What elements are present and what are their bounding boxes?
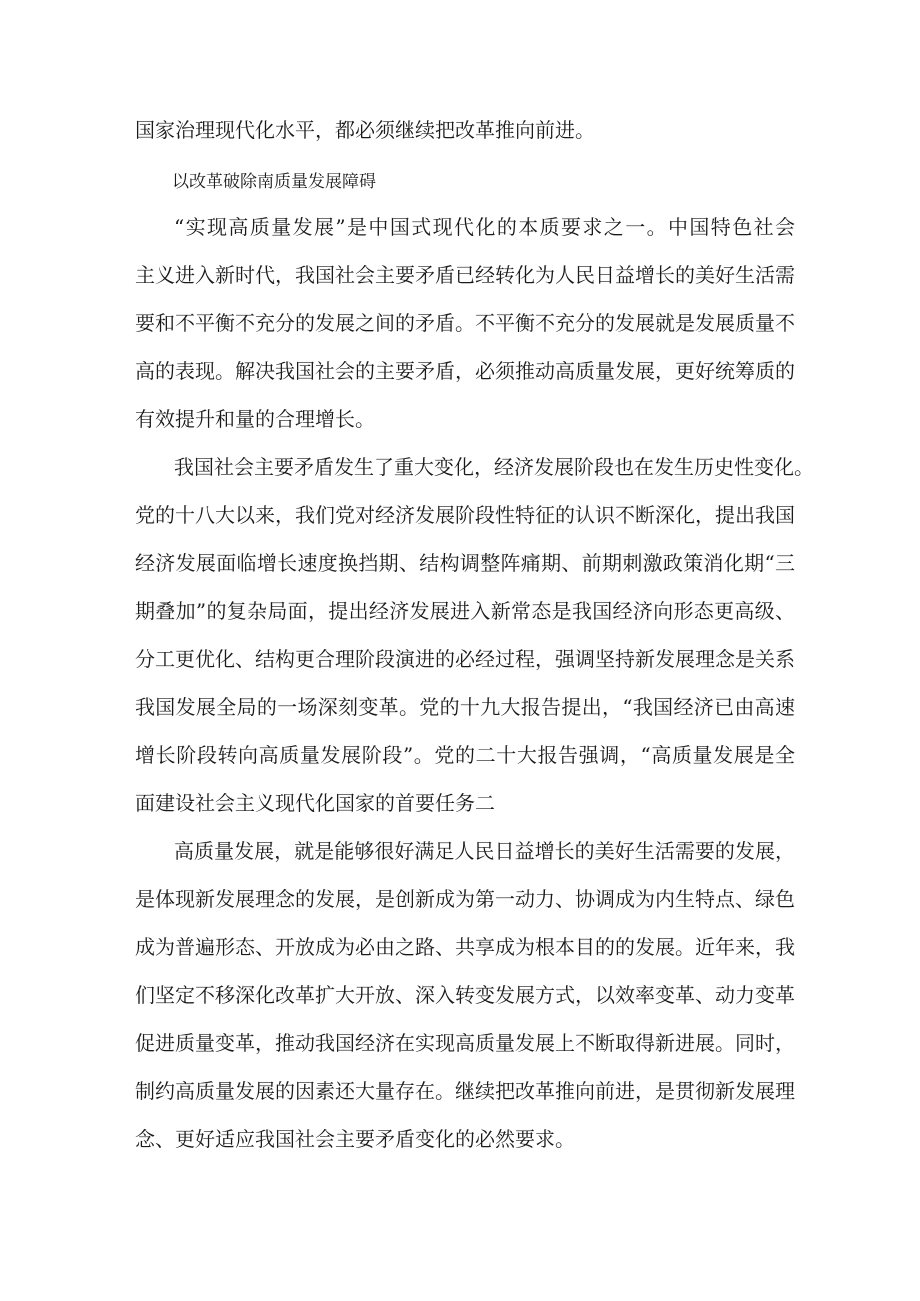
paragraph-line: 高质量发展，就是能够很好满足人民日益增长的美好生活需要的发展， (174, 839, 795, 863)
paragraph-line: 促进质量变革，推动我国经济在实现高质量发展上不断取得新进展。同时， (135, 1031, 795, 1055)
paragraph-line: 分工更优化、结构更合理阶段演进的必经过程，强调坚持新发展理念是关系 (135, 647, 795, 671)
paragraph-line: 期叠加”的复杂局面，提出经济发展进入新常态是我国经济向形态更高级、 (135, 599, 795, 623)
paragraph-line: 念、更好适应我国社会主要矛盾变化的必然要求。 (135, 1127, 575, 1151)
paragraph-line: 是体现新发展理念的发展，是创新成为第一动力、协调成为内生特点、绿色 (135, 887, 795, 911)
paragraph-line: 成为普遍形态、开放成为必由之路、共享成为根本目的的发展。近年来，我 (135, 935, 795, 959)
paragraph-line: 制约高质量发展的因素还大量存在。继续把改革推向前进，是贯彻新发展理 (135, 1079, 795, 1103)
paragraph-line: 高的表现。解决我国社会的主要矛盾，必须推动高质量发展，更好统筹质的 (135, 359, 795, 383)
paragraph-line: 们坚定不移深化改革扩大开放、深入转变发展方式，以效率变革、动力变革 (135, 983, 795, 1007)
paragraph-line: 我国社会主要矛盾发生了重大变化，经济发展阶段也在发生历史性变化。 (174, 455, 814, 479)
paragraph-line: 面建设社会主义现代化国家的首要任务二 (135, 791, 495, 815)
paragraph-line: 经济发展面临增长速度换挡期、结构调整阵痛期、前期刺激政策消化期“三 (135, 551, 795, 575)
paragraph-line: 要和不平衡不充分的发展之间的矛盾。不平衡不充分的发展就是发展质量不 (135, 311, 795, 335)
intro-line: 国家治理现代化水平，都必须继续把改革推向前进。 (135, 118, 595, 142)
paragraph-line: 增长阶段转向高质量发展阶段”。党的二十大报告强调，“高质量发展是全 (135, 743, 795, 767)
paragraph-line: 我国发展全局的一场深刻变革。党的十九大报告提出，“我国经济已由高速 (135, 695, 795, 719)
paragraph-line: 党的十八大以来，我们党对经济发展阶段性特征的认识不断深化，提出我国 (135, 503, 795, 527)
paragraph-line: 有效提升和量的合理增长。 (135, 407, 375, 431)
paragraph-line: 主义进入新时代，我国社会主要矛盾已经转化为人民日益增长的美好生活需 (135, 263, 795, 287)
paragraph-line: “实现高质量发展”是中国式现代化的本质要求之一。中国特色社会 (174, 215, 795, 239)
section-heading: 以改革破除南质量发展障碍 (172, 172, 376, 192)
